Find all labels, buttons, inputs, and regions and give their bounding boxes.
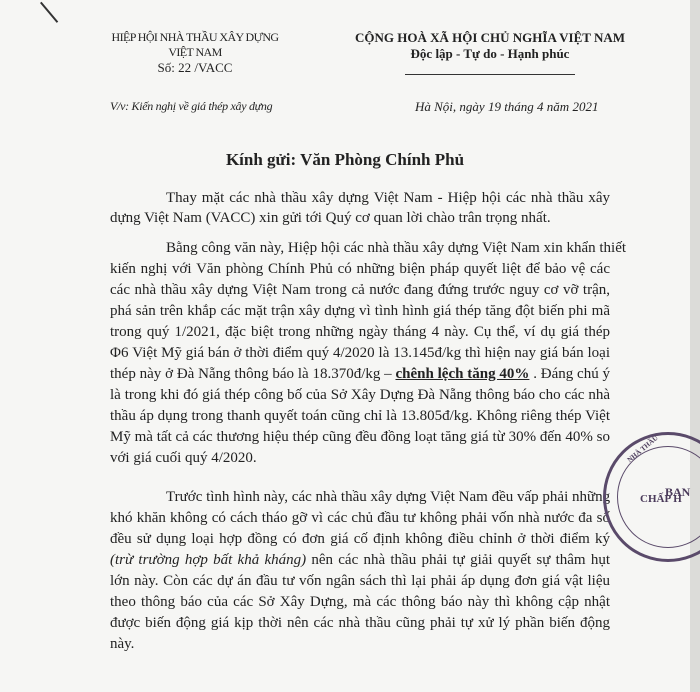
paragraph-line: kiến nghị với Văn phòng Chính Phủ có những biện pháp quyết liệt để bảo vệ các <box>110 261 610 277</box>
line-text: thép này ở Đà Nẵng thông báo là 18.370đ/kg – <box>110 366 392 382</box>
line-text: . Đáng chú ý <box>533 366 611 382</box>
document-subject: V/v: Kiến nghị về giá thép xây dựng <box>110 99 273 113</box>
paragraph-line: Mỹ mà tất cả các thương hiệu thép cũng đều đồng loạt tăng giá từ 30% đến 40% so <box>110 429 610 445</box>
document-number: Số: 22 /VACC <box>157 60 233 75</box>
paragraph-line: theo thông báo của các Sở Xây Dựng, mà các thông báo này thì không cập nhật <box>110 594 610 610</box>
paragraph-line: Thay mặt các nhà thầu xây dựng Việt Nam - Hiệp hội các nhà thầu xây <box>166 190 610 206</box>
paragraph-line: Bằng công văn này, Hiệp hội các nhà thầu xây dựng Việt Nam xin khẩn thiết <box>166 240 627 256</box>
paragraph-line: dựng Việt Nam (VACC) xin gửi tới Quý cơ quan lời chào trân trọng nhất. <box>110 210 551 226</box>
paragraph-line <box>110 365 610 383</box>
recipient-title: Kính gửi: Văn Phòng Chính Phủ <box>225 150 465 169</box>
paragraph-line: Trước tình hình này, các nhà thầu xây dựng Việt Nam đều vấp phải những <box>166 489 611 505</box>
line-text: nên các nhà thầu phải tự giải quyết sự thâm hụt <box>311 552 610 568</box>
paragraph-line: Φ6 Việt Mỹ giá bán ở thời điểm quý 4/2020 là 13.145đ/kg thì hiện nay giá bán loại <box>110 345 610 361</box>
paragraph-line: thầu áp dụng trong thanh quyết toán cũng chỉ là 13.805đ/kg. Không riêng thép Việt <box>110 408 610 424</box>
italic-note: (trừ trường hợp bất khả kháng) <box>110 552 307 568</box>
stamp-text-line1: BAN <box>665 485 691 499</box>
motto-underline <box>405 74 575 75</box>
stamp-ring-text: NHÀ THẦU <box>625 433 660 465</box>
country-name: CỘNG HOÀ XÃ HỘI CHỦ NGHĨA VIỆT NAM <box>354 30 626 45</box>
price-increase-highlight: chênh lệch tăng 40% <box>395 366 530 382</box>
paragraph-line: trong quý 1/2021, đặc biệt trong những ngày tháng 4 này. Cụ thể, ví dụ giá thép <box>110 324 610 340</box>
paragraph-line: khó khăn không có cách tháo gỡ vì các chủ đầu tư không phải vốn nhà nước đa số <box>110 510 610 526</box>
paragraph-line: được biến động giá kịp thời nên các nhà thầu cũng phải tự xử lý phần biến động <box>110 615 610 631</box>
header-left <box>95 30 295 75</box>
document-date: Hà Nội, ngày 19 tháng 4 năm 2021 <box>415 99 599 114</box>
motto: Độc lập - Tự do - Hạnh phúc <box>410 46 570 61</box>
paragraph-line: với giá cuối quý 4/2020. <box>110 450 257 466</box>
page-edge <box>690 0 700 692</box>
paragraph-line: này. <box>110 636 135 652</box>
paragraph-line: là trong khi đó giá thép công bố của Sở Xây Dựng Đà Nẵng thông báo cho các nhà <box>110 387 610 403</box>
paragraph-line: phá sản trên khắp các mặt trận xây dựng vì tình hình giá thép tăng đột biến phi mã <box>110 303 610 319</box>
header-right <box>340 30 640 62</box>
org-name-line2: VIỆT NAM <box>168 45 222 59</box>
org-name-line1: HIỆP HỘI NHÀ THẦU XÂY DỰNG <box>111 30 279 44</box>
paragraph-line <box>110 551 610 569</box>
paragraph-line: đều sử dụng loại hợp đồng có đơn giá cố định không điều chỉnh ở thời điểm ký <box>110 531 610 547</box>
stamp-text-line2: CHẤP H <box>640 493 682 505</box>
paragraph-line: các nhà thầu xây dựng Việt Nam trong cả nước đang đứng trước nguy cơ vỡ trận, <box>110 282 610 298</box>
paragraph-line: lớn này. Còn các dự án đầu tư vốn ngân sách thì lại phải áp dụng đơn giá vật liệu <box>110 573 610 589</box>
